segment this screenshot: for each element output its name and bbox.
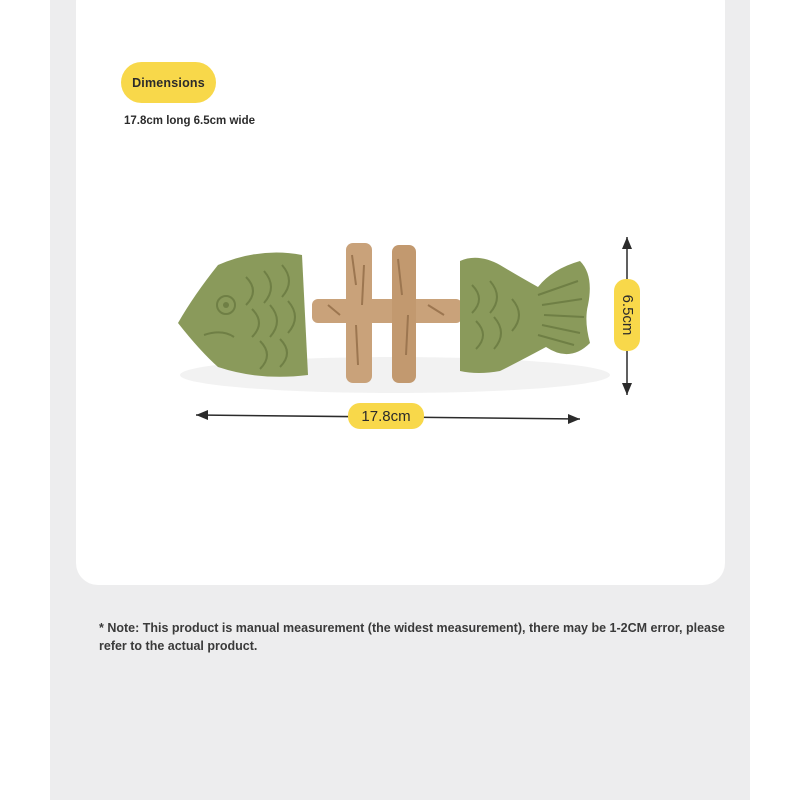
dimensions-badge-label: Dimensions xyxy=(132,75,205,90)
measurement-note: * Note: This product is manual measurement (the widest measurement), there may be 1-2CM error, please refer to the actual product. xyxy=(99,621,725,653)
product-image xyxy=(160,225,650,440)
fish-tail xyxy=(460,258,590,373)
fish-head xyxy=(178,253,308,377)
dimensions-badge xyxy=(121,62,216,103)
dimensions-text: 17.8cm long 6.5cm wide xyxy=(124,115,256,127)
height-label: 6.5cm xyxy=(619,294,637,336)
height-arrow xyxy=(614,237,640,395)
width-arrow xyxy=(196,403,580,429)
width-label: 17.8cm xyxy=(361,408,411,425)
